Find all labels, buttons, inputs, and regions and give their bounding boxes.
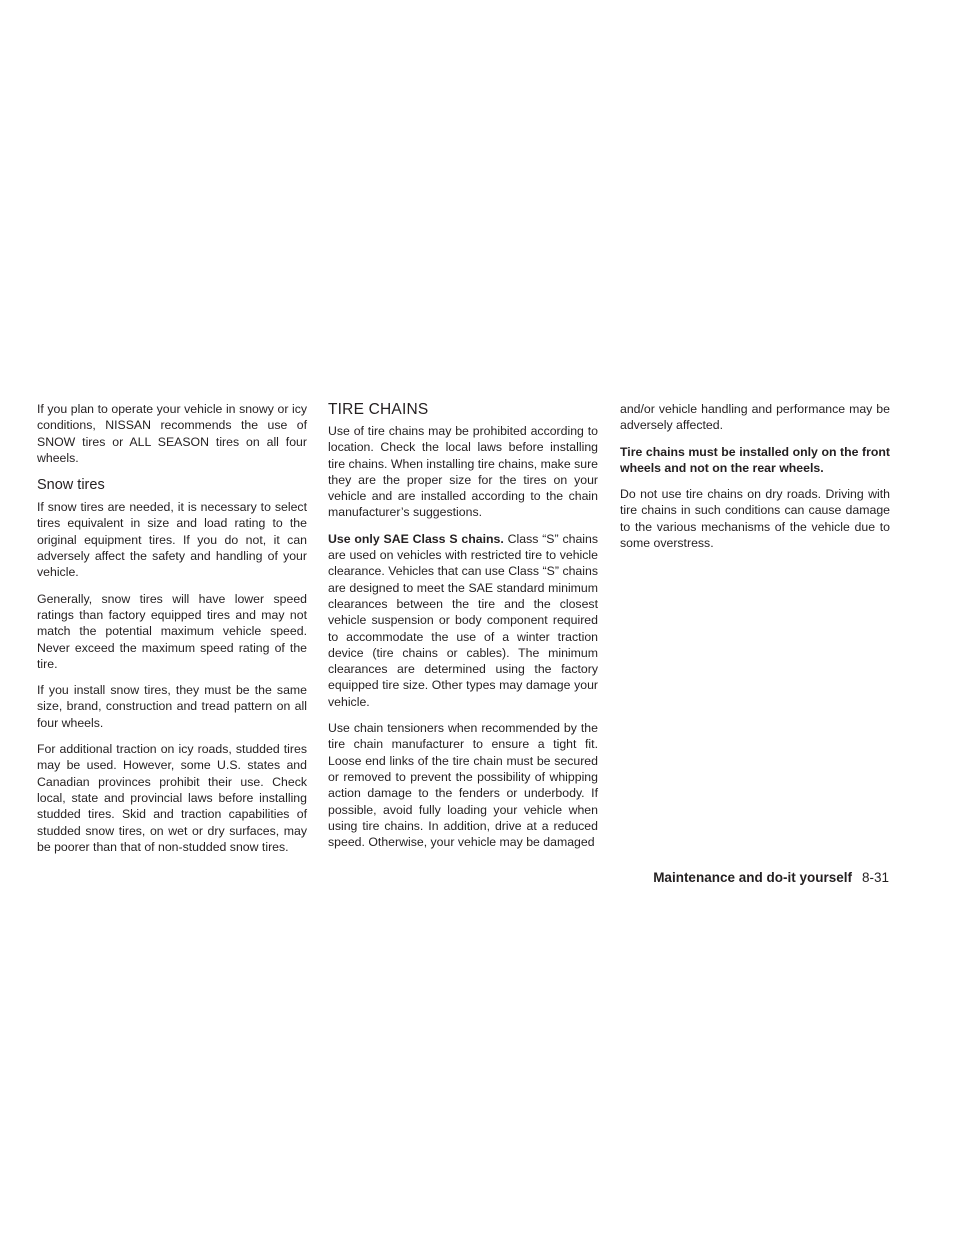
page-number: 8-31 <box>861 870 889 885</box>
page-footer <box>653 870 889 885</box>
tire-chains-heading: TIRE CHAINS <box>328 401 429 418</box>
column-1 <box>37 401 307 865</box>
column-3 <box>620 401 890 561</box>
tire-chains-paragraph-2 <box>328 531 598 710</box>
intro-paragraph: If you plan to operate your vehicle in snowy or icy conditions, NISSAN recommends the use of SNOW tires or ALL SEASON tires on all four wheels. <box>37 402 307 465</box>
dry-roads-paragraph: Do not use tire chains on dry roads. Driving with tire chains in such conditions can cause damage to the various mechanisms of the vehicle due to some overstress. <box>620 487 890 551</box>
snow-tires-paragraph-3: If you install snow tires, they must be the same size, brand, construction and tread pattern on all four wheels. <box>37 683 307 730</box>
front-wheels-warning: Tire chains must be installed only on the front wheels and not on the rear wheels. <box>620 444 890 475</box>
snow-tires-paragraph-4: For additional traction on icy roads, studded tires may be used. However, some U.S. states and Canadian provinces prohibit their use. Check local, state and provincial laws before installing studded tires. Skid and traction capabilities of studded snow tires, on wet or dry surfaces, may be poorer than that of non-studded snow tires. <box>37 742 307 854</box>
tire-chains-paragraph-1: Use of tire chains may be prohibited according to location. Check the local laws before installing tire chains. When installing tire chains, make sure they are the proper size for the tires on your vehicle and are installed according to the chain manufacturer’s suggestions. <box>328 424 598 520</box>
sae-class-s-text: Class “S” chains are used on vehicles with restricted tire to vehicle clearance. Vehicles that can use Class “S” chains are designed to meet the SAE standard minimum clearances between the tire and the closest vehicle suspension or body component required to accommodate the use of a winter traction device (tire chains or cables). The minimum clearances are determined using the factory equipped tire size. Other types may damage your vehicle. <box>328 531 599 709</box>
snow-tires-paragraph-2: Generally, snow tires will have lower speed ratings than factory equipped tires and may not match the potential maximum vehicle speed. Never exceed the maximum speed rating of the tire. <box>37 591 307 671</box>
section-title: Maintenance and do-it yourself <box>653 870 852 885</box>
tire-chains-paragraph-3: Use chain tensioners when recommended by the tire chain manufacturer to ensure a tight fit. Loose end links of the tire chain must be secured or removed to prevent the possibility of whipping action damage to the fenders or underbody. If possible, avoid fully loading your vehicle when using tire chains. In addition, drive at a reduced speed. Otherwise, your vehicle may be damaged <box>328 721 598 850</box>
snow-tires-paragraph-1: If snow tires are needed, it is necessary to select tires equivalent in size and load rating to the original equipment tires. If you do not, it can adversely affect the safety and handling of your vehicle. <box>37 500 307 580</box>
snow-tires-heading: Snow tires <box>37 477 105 494</box>
column-2 <box>328 401 598 860</box>
continuation-paragraph: and/or vehicle handling and performance may be adversely affected. <box>620 402 890 433</box>
sae-class-s-emphasis: Use only SAE Class S chains. <box>328 531 504 546</box>
